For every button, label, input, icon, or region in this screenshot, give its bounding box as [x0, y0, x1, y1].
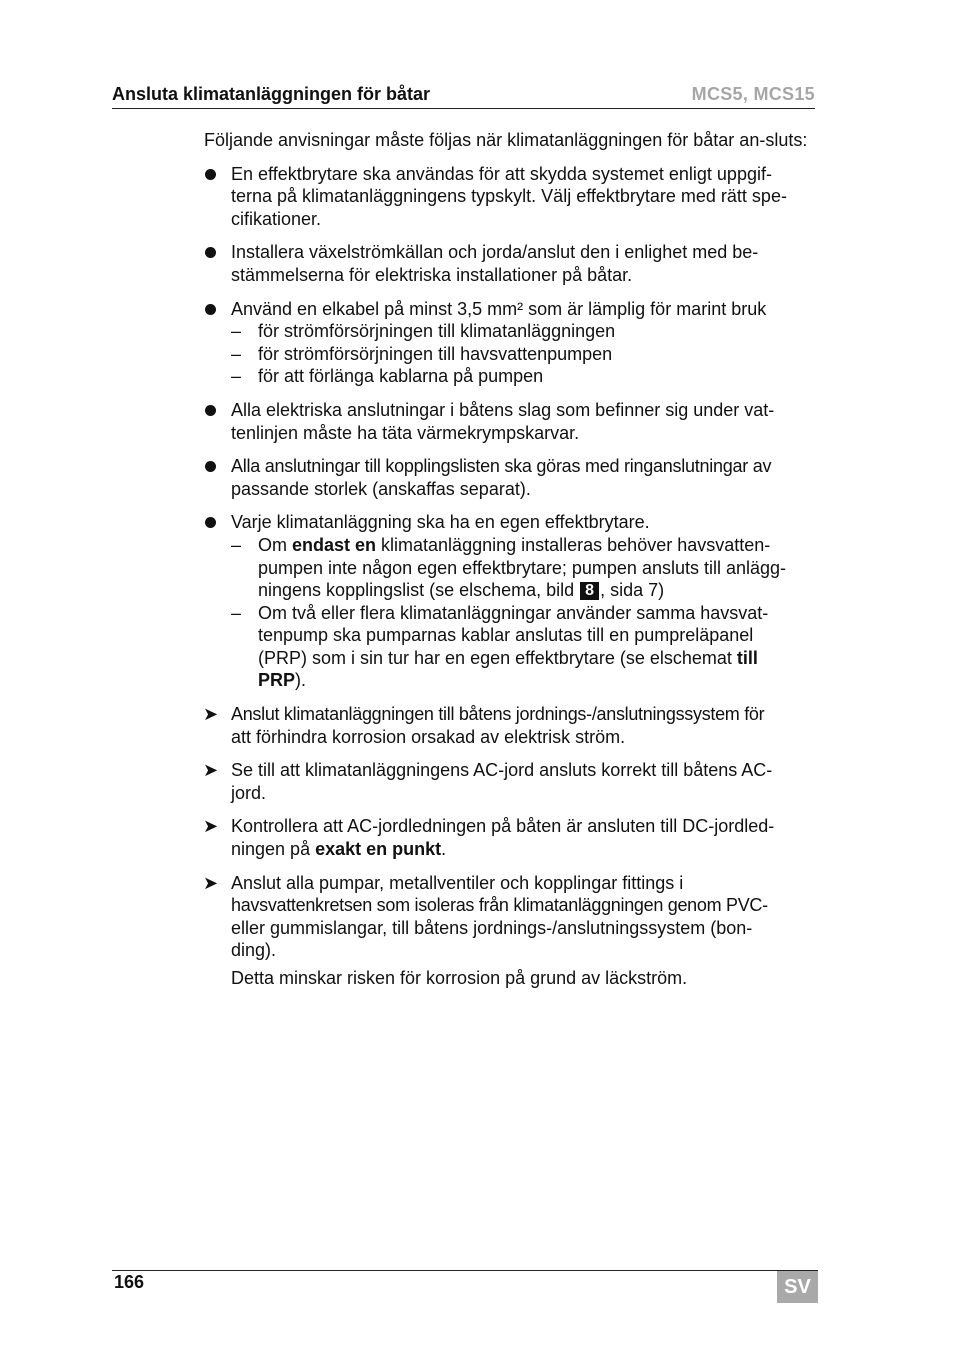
intro-paragraph: Följande anvisningar måste följas när klimatanläggningen för båtar an-sluts: — [204, 130, 808, 150]
bullet-text: Installera växelströmkällan och jorda/anslut den i enlighet med be- — [231, 242, 759, 263]
bullet-text: Använd en elkabel på minst 3,5 mm² som är lämplig för marint bruk — [231, 298, 767, 319]
dash-icon: – — [231, 321, 242, 342]
arrowhead-icon: ➤ — [203, 760, 219, 781]
emphasis: till — [736, 647, 758, 668]
bullet-item — [204, 399, 820, 444]
sub-item: – Om två eller flera klimatanläggningar använder samma havsvat- tenpump ska pumparnas kablar anslutas till en pumpreläpanel (PRP) som i sin tur har en egen effektbrytare (se elschemat till PRP). — [231, 602, 769, 691]
bullet-item — [204, 163, 820, 231]
bullet-icon — [204, 298, 226, 321]
bullet-icon — [204, 511, 226, 534]
bullet-text: Alla elektriska anslutningar i båtens slag som befinner sig under vat- — [231, 399, 775, 420]
step-text: havsvattenkretsen som isoleras från klimatanläggningen genom PVC- — [231, 895, 768, 916]
step-text: Se till att klimatanläggningens AC-jord ansluts korrekt till båtens AC- — [231, 760, 773, 781]
step-item — [204, 872, 820, 990]
step-text: Anslut klimatanläggningen till båtens jordnings-/anslutningssystem för — [231, 704, 765, 725]
bullet-item — [204, 241, 820, 286]
step-text: ningen på exakt en punkt. — [231, 839, 447, 860]
step-text: jord. — [231, 782, 267, 803]
sub-item: – för strömförsörjningen till havsvattenpumpen — [231, 343, 613, 364]
bullet-item — [204, 511, 820, 692]
step-note: Detta minskar risken för korrosion på grund av läckström. — [231, 968, 688, 988]
dash-icon: – — [231, 343, 242, 364]
sub-item: – Om endast en klimatanläggning installeras behöver havsvatten- pumpen inte någon egen effektbrytare; pumpen ansluts till anlägg- ningens kopplingslist (se elschema, bild 8 , sida 7) — [231, 534, 787, 601]
dash-icon: – — [231, 534, 242, 555]
bullet-text: stämmelserna för elektriska installationer på båtar. — [231, 264, 633, 285]
dash-icon: – — [231, 602, 242, 623]
step-text: ding). — [231, 940, 277, 961]
arrowhead-icon: ➤ — [203, 872, 219, 893]
step-text: Kontrollera att AC-jordledningen på båten är ansluten till DC-jordled- — [231, 816, 775, 837]
step-item — [204, 815, 820, 860]
dash-icon: – — [231, 366, 242, 387]
emphasis: exakt en punkt — [315, 839, 442, 860]
bullet-text: En effektbrytare ska användas för att skydda systemet enligt uppgif- — [231, 163, 772, 184]
bullet-text: passande storlek (anskaffas separat). — [231, 478, 531, 499]
page-header — [112, 84, 815, 109]
bullet-item — [204, 455, 820, 500]
step-item — [204, 759, 820, 804]
arrowhead-icon: ➤ — [203, 816, 219, 837]
model-label: MCS5, MCS15 — [691, 84, 815, 104]
main-content — [204, 129, 820, 1001]
bullet-icon — [204, 399, 226, 422]
step-item — [204, 703, 820, 748]
sub-item: – för att förlänga kablarna på pumpen — [231, 366, 544, 387]
arrowhead-icon: ➤ — [203, 704, 219, 725]
page-number: 166 — [114, 1272, 145, 1292]
bullet-icon — [204, 241, 226, 264]
bullet-icon — [204, 163, 226, 186]
emphasis: PRP — [258, 670, 296, 691]
bullet-text: cifikationer. — [231, 208, 322, 229]
bullet-text: Alla anslutningar till kopplingslisten ska göras med ringanslutningar av — [231, 456, 772, 477]
bullet-item — [204, 298, 820, 388]
figure-reference-badge: 8 — [580, 582, 599, 600]
bullet-text: terna på klimatanläggningens typskylt. Välj effektbrytare med rätt spe- — [231, 186, 787, 207]
section-title: Ansluta klimatanläggningen för båtar — [112, 84, 431, 104]
footer-divider — [112, 1270, 818, 1271]
step-text: Anslut alla pumpar, metallventiler och kopplingar fittings i — [231, 872, 684, 893]
bullet-text: tenlinjen måste ha täta värmekrympskarvar. — [231, 422, 580, 443]
language-tab: SV — [777, 1271, 818, 1303]
bullet-icon — [204, 455, 226, 478]
sub-item: – för strömförsörjningen till klimatanläggningen — [231, 321, 616, 342]
bullet-text: Varje klimatanläggning ska ha en egen effektbrytare. — [231, 512, 650, 533]
step-text: eller gummislangar, till båtens jordnings-/anslutningssystem (bon- — [231, 917, 753, 938]
step-text: att förhindra korrosion orsakad av elektrisk ström. — [231, 726, 626, 747]
emphasis: endast en — [292, 534, 377, 555]
